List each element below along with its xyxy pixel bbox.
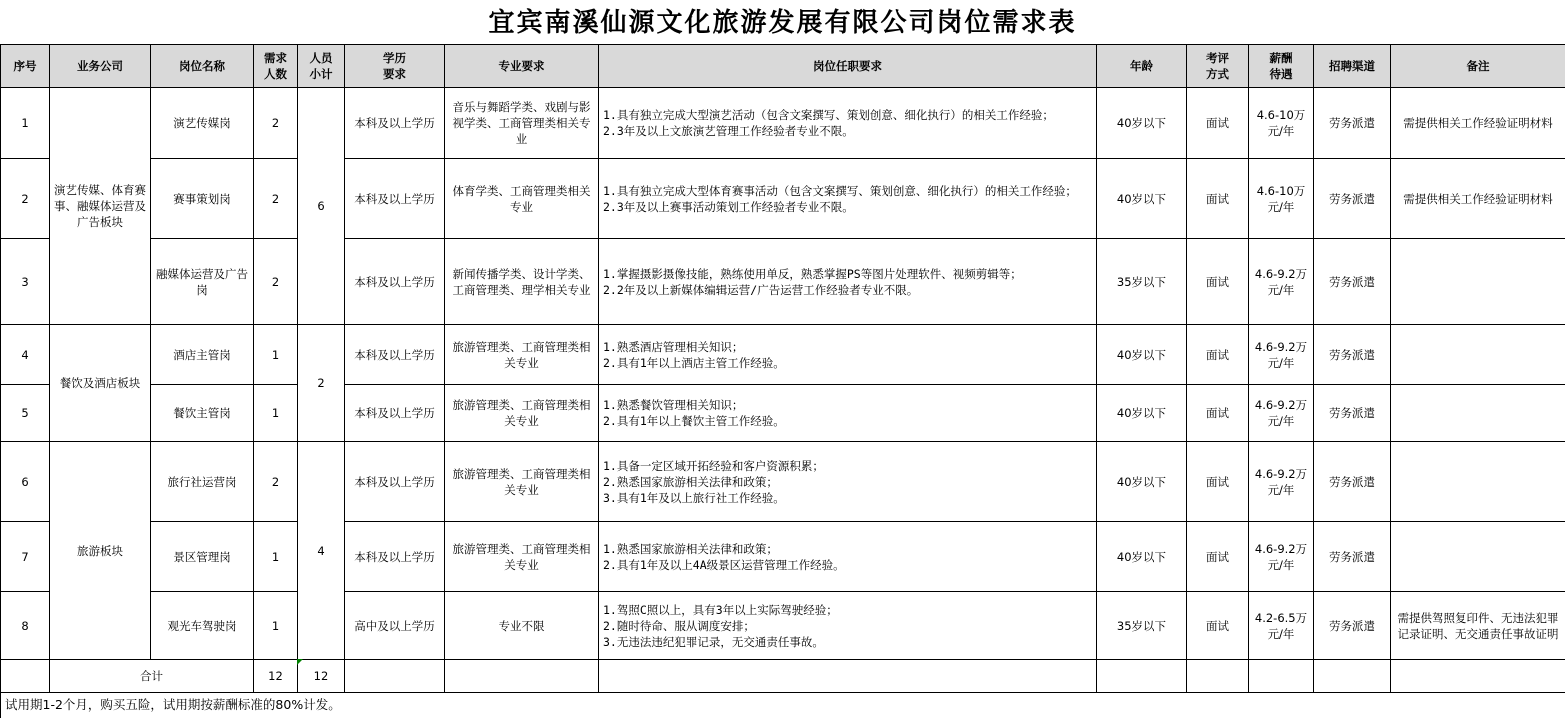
cell-seq: 8 (1, 592, 50, 660)
cell-channel: 劳务派遣 (1314, 88, 1391, 159)
cell-education: 本科及以上学历 (345, 159, 445, 239)
cell-subtotal: 2 (298, 325, 345, 442)
cell-remark: 需提供相关工作经验证明材料 (1391, 88, 1565, 159)
header-education: 学历 要求 (345, 45, 445, 88)
cell-position: 观光车驾驶岗 (151, 592, 254, 660)
cell-duty: 1.熟悉国家旅游相关法律和政策； 2.具有1年及以上4A级景区运营管理工作经验。 (599, 522, 1097, 592)
cell-exam: 面试 (1187, 88, 1249, 159)
cell-channel: 劳务派遣 (1314, 522, 1391, 592)
cell-duty: 1.熟悉餐饮管理相关知识； 2.具有1年以上餐饮主管工作经验。 (599, 385, 1097, 442)
cell-remark (1391, 239, 1565, 325)
cell-company-group: 旅游板块 (50, 442, 151, 660)
cell-salary: 4.2-6.5万元/年 (1249, 592, 1314, 660)
cell-seq: 6 (1, 442, 50, 522)
cell-major: 新闻传播学类、设计学类、工商管理类、理学相关专业 (445, 239, 599, 325)
cell-seq: 4 (1, 325, 50, 385)
cell-major: 体育学类、工商管理类相关专业 (445, 159, 599, 239)
cell-salary: 4.6-9.2万元/年 (1249, 325, 1314, 385)
header-company: 业务公司 (50, 45, 151, 88)
cell-need: 1 (254, 522, 298, 592)
cell-remark (1391, 442, 1565, 522)
cell-exam: 面试 (1187, 442, 1249, 522)
cell-education: 本科及以上学历 (345, 88, 445, 159)
cell-channel: 劳务派遣 (1314, 385, 1391, 442)
cell-salary: 4.6-9.2万元/年 (1249, 385, 1314, 442)
cell-duty: 1.具有独立完成大型体育赛事活动（包含文案撰写、策划创意、细化执行）的相关工作经验； 2.3年及以上赛事活动策划工作经验者专业不限。 (599, 159, 1097, 239)
cell-major: 旅游管理类、工商管理类相关专业 (445, 325, 599, 385)
cell-exam: 面试 (1187, 522, 1249, 592)
cell-major: 旅游管理类、工商管理类相关专业 (445, 522, 599, 592)
header-exam: 考评 方式 (1187, 45, 1249, 88)
footnote: 试用期1-2个月，购买五险，试用期按薪酬标准的80%计发。 (1, 693, 1565, 718)
cell-position: 景区管理岗 (151, 522, 254, 592)
header-position: 岗位名称 (151, 45, 254, 88)
page-title: 宜宾南溪仙源文化旅游发展有限公司岗位需求表 (488, 8, 1077, 38)
header-duty: 岗位任职要求 (599, 45, 1097, 88)
cell-major: 旅游管理类、工商管理类相关专业 (445, 385, 599, 442)
cell-age: 35岁以下 (1097, 239, 1187, 325)
cell-need: 1 (254, 325, 298, 385)
cell-duty: 1.驾照C照以上，具有3年以上实际驾驶经验； 2.随时待命、服从调度安排； 3.无违法违纪犯罪记录，无交通责任事故。 (599, 592, 1097, 660)
cell-exam: 面试 (1187, 239, 1249, 325)
cell-position: 酒店主管岗 (151, 325, 254, 385)
cell-major: 旅游管理类、工商管理类相关专业 (445, 442, 599, 522)
cell-seq: 3 (1, 239, 50, 325)
cell-remark: 需提供相关工作经验证明材料 (1391, 159, 1565, 239)
cell-remark (1391, 325, 1565, 385)
cell-education: 本科及以上学历 (345, 442, 445, 522)
cell-seq: 5 (1, 385, 50, 442)
table-row (1, 239, 1565, 325)
cell-subtotal: 4 (298, 442, 345, 660)
cell-education: 高中及以上学历 (345, 592, 445, 660)
cell-salary: 4.6-9.2万元/年 (1249, 239, 1314, 325)
cell-age: 40岁以下 (1097, 522, 1187, 592)
cell-duty: 1.掌握摄影摄像技能，熟练使用单反，熟悉掌握PS等图片处理软件、视频剪辑等； 2.2年及以上新媒体编辑运营/广告运营工作经验者专业不限。 (599, 239, 1097, 325)
cell-remark: 需提供驾照复印件、无违法犯罪记录证明、无交通责任事故证明 (1391, 592, 1565, 660)
cell-need: 2 (254, 159, 298, 239)
cell-channel: 劳务派遣 (1314, 159, 1391, 239)
cell-seq: 2 (1, 159, 50, 239)
cell-major: 专业不限 (445, 592, 599, 660)
job-requirements-table (0, 44, 1565, 718)
table-header-row (1, 45, 1565, 88)
cell-education: 本科及以上学历 (345, 239, 445, 325)
cell-need: 2 (254, 239, 298, 325)
note-row (1, 693, 1565, 718)
cell-remark (1391, 522, 1565, 592)
cell-position: 演艺传媒岗 (151, 88, 254, 159)
cell-need: 2 (254, 88, 298, 159)
cell-channel: 劳务派遣 (1314, 239, 1391, 325)
cell-seq: 1 (1, 88, 50, 159)
cell-exam: 面试 (1187, 325, 1249, 385)
cell-exam: 面试 (1187, 159, 1249, 239)
cell-age: 40岁以下 (1097, 442, 1187, 522)
cell-comment-marker (297, 659, 303, 665)
cell-major: 音乐与舞蹈学类、戏剧与影视学类、工商管理类相关专业 (445, 88, 599, 159)
cell-education: 本科及以上学历 (345, 522, 445, 592)
header-need: 需求 人数 (254, 45, 298, 88)
table-row (1, 159, 1565, 239)
cell-age: 35岁以下 (1097, 592, 1187, 660)
cell-exam: 面试 (1187, 385, 1249, 442)
table-row (1, 442, 1565, 522)
total-row (1, 660, 1565, 693)
cell-need: 2 (254, 442, 298, 522)
cell-need: 1 (254, 592, 298, 660)
cell-salary: 4.6-10万元/年 (1249, 159, 1314, 239)
table-row (1, 385, 1565, 442)
cell-duty: 1.具备一定区域开拓经验和客户资源积累； 2.熟悉国家旅游相关法律和政策； 3.具有1年及以上旅行社工作经验。 (599, 442, 1097, 522)
cell-position: 赛事策划岗 (151, 159, 254, 239)
header-subtotal: 人员 小计 (298, 45, 345, 88)
cell-age: 40岁以下 (1097, 88, 1187, 159)
cell-channel: 劳务派遣 (1314, 592, 1391, 660)
header-salary: 薪酬 待遇 (1249, 45, 1314, 88)
cell-channel: 劳务派遣 (1314, 442, 1391, 522)
cell-education: 本科及以上学历 (345, 385, 445, 442)
header-channel: 招聘渠道 (1314, 45, 1391, 88)
cell-position: 融媒体运营及广告岗 (151, 239, 254, 325)
cell-salary: 4.6-10万元/年 (1249, 88, 1314, 159)
cell-position: 餐饮主管岗 (151, 385, 254, 442)
cell-subtotal: 6 (298, 88, 345, 325)
table-row (1, 522, 1565, 592)
cell-salary: 4.6-9.2万元/年 (1249, 522, 1314, 592)
cell-seq: 7 (1, 522, 50, 592)
total-subtotal: 12 (298, 660, 345, 693)
cell-age: 40岁以下 (1097, 325, 1187, 385)
cell-remark (1391, 385, 1565, 442)
header-seq: 序号 (1, 45, 50, 88)
cell-company-group: 餐饮及酒店板块 (50, 325, 151, 442)
cell-position: 旅行社运营岗 (151, 442, 254, 522)
cell-duty: 1.熟悉酒店管理相关知识； 2.具有1年以上酒店主管工作经验。 (599, 325, 1097, 385)
cell-education: 本科及以上学历 (345, 325, 445, 385)
cell-age: 40岁以下 (1097, 385, 1187, 442)
cell-duty: 1.具有独立完成大型演艺活动（包含文案撰写、策划创意、细化执行）的相关工作经验； 2.3年及以上文旅演艺管理工作经验者专业不限。 (599, 88, 1097, 159)
table-row (1, 325, 1565, 385)
cell-exam: 面试 (1187, 592, 1249, 660)
cell-company-group: 演艺传媒、体育赛事、融媒体运营及广告板块 (50, 88, 151, 325)
total-need: 12 (254, 660, 298, 693)
table-row (1, 88, 1565, 159)
cell-channel: 劳务派遣 (1314, 325, 1391, 385)
cell-age: 40岁以下 (1097, 159, 1187, 239)
header-remark: 备注 (1391, 45, 1565, 88)
header-age: 年龄 (1097, 45, 1187, 88)
cell-need: 1 (254, 385, 298, 442)
table-row (1, 592, 1565, 660)
cell-salary: 4.6-9.2万元/年 (1249, 442, 1314, 522)
total-label: 合计 (50, 660, 254, 693)
header-major: 专业要求 (445, 45, 599, 88)
